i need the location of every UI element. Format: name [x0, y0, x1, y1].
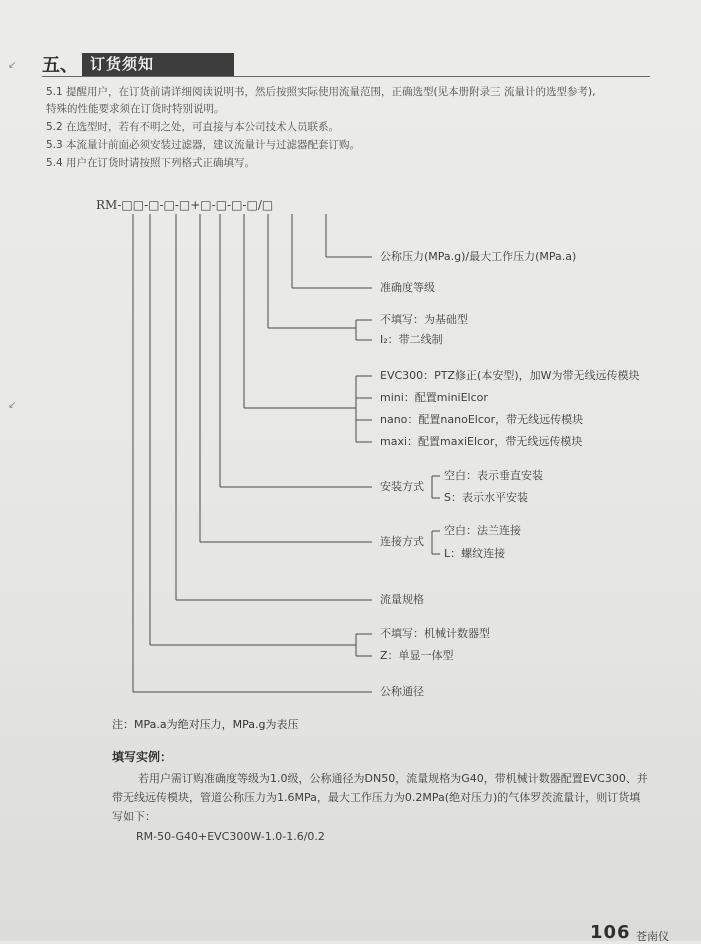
label-corrector-mini: mini：配置miniElcor — [380, 391, 488, 404]
label-install-vertical: 空白：表示垂直安装 — [444, 469, 543, 482]
code-sequence: □□-□-□-□+□-□-□-□/□ — [121, 198, 274, 212]
example-title: 填写实例： — [112, 750, 173, 764]
example-body — [112, 769, 692, 826]
example-line-2: 带无线远传模块，管道公称压力为1.6MPa，最大工作压力为0.2MPa(绝对压力)的气体罗茨流量计，则订货填 — [112, 791, 641, 804]
label-connect-flange: 空白：法兰连接 — [444, 524, 521, 537]
paragraph-5-3: 5.3 本流量计前面必须安装过滤器，建议流量计与过滤器配套订购。 — [46, 139, 361, 151]
label-install: 安装方式 — [380, 480, 424, 493]
label-signal-basic: 不填写：为基础型 — [380, 313, 468, 326]
label-corrector-maxi: maxi：配置maxiElcor，带无线远传模块 — [380, 435, 583, 448]
label-corrector-nano: nano：配置nanoElcor，带无线远传模块 — [380, 413, 584, 426]
paragraph-5-1-cont: 特殊的性能要求须在订货时特别说明。 — [46, 103, 225, 115]
example-line-1: 若用户需订购准确度等级为1.0级，公称通径为DN50，流量规格为G40，带机械计数器配置EVC300、并 — [138, 772, 648, 785]
paragraph-5-1: 5.1 提醒用户，在订货前请详细阅读说明书，然后按照实际使用流量范围，正确选型(见本册附录三 流量计的选型参考), — [46, 86, 596, 98]
section-title: 订货须知 — [82, 53, 234, 76]
label-connect-thread: L：螺纹连接 — [444, 547, 506, 560]
label-pressure: 公称压力(MPa.g)/最大工作压力(MPa.a) — [380, 250, 577, 263]
paragraph-5-4: 5.4 用户在订货时请按照下列格式正确填写。 — [46, 157, 256, 169]
label-corrector-evc300: EVC300：PTZ修正(本安型)，加W为带无线远传模块 — [380, 369, 640, 382]
order-code-format — [96, 198, 273, 212]
example-order-code: RM-50-G40+EVC300W-1.0-1.6/0.2 — [136, 830, 325, 843]
label-accuracy: 准确度等级 — [380, 281, 435, 294]
code-prefix: RM- — [96, 198, 122, 212]
label-counter-mechanical: 不填写：机械计数器型 — [380, 627, 490, 640]
footer-brand: 苍南仪 — [636, 930, 669, 943]
page-number: 106 — [590, 922, 631, 943]
label-flow-spec: 流量规格 — [380, 593, 424, 606]
label-nominal-diameter: 公称通径 — [380, 685, 424, 698]
label-signal-2wire: I₂：带二线制 — [380, 333, 443, 346]
margin-mark: ↙ — [8, 400, 17, 411]
paragraph-5-2: 5.2 在选型时，若有不明之处，可直接与本公司技术人员联系。 — [46, 121, 340, 133]
example-line-3: 写如下： — [112, 810, 156, 823]
section-number: 五、 — [42, 55, 78, 76]
margin-mark: ↙ — [8, 60, 17, 71]
label-connect: 连接方式 — [380, 535, 424, 548]
pressure-note: 注：MPa.a为绝对压力，MPa.g为表压 — [112, 718, 299, 731]
label-counter-integrated: Z：单显一体型 — [380, 649, 454, 662]
label-install-horizontal: S：表示水平安装 — [444, 491, 528, 504]
